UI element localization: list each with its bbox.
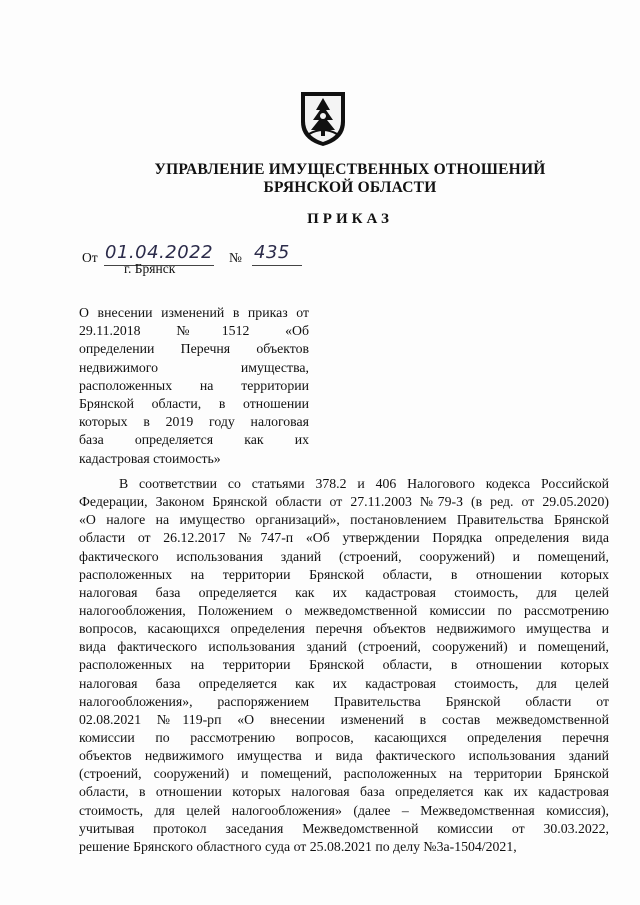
body-line: стоимость, для целей налогообложения» (далее – Межведомственная комиссия), (79, 802, 609, 818)
subject-line: Брянской области, в отношении (79, 395, 309, 411)
body-line: расположенных на территории Брянской области, в отношении которых (79, 657, 609, 673)
body-line: Федерации, Законом Брянской области от 27.11.2003 №79-З (в ред. от 29.05.2020) (79, 494, 609, 510)
handwritten-date: 01.04.2022 (105, 242, 214, 263)
body-line: области, в отношении которых налоговая база определяется как их кадастровая (79, 784, 609, 800)
subject-line: которых в 2019 году налоговая (79, 414, 309, 430)
organization-name-line1: УПРАВЛЕНИЕ ИМУЩЕСТВЕННЫХ ОТНОШЕНИЙ (154, 161, 546, 178)
body-line: В соответствии со статьями 378.2 и 406 Налогового кодекса Российской (119, 476, 609, 491)
body-line: области от 26.12.2017 №747-п «Об утверждении Порядка определения вида (79, 530, 609, 546)
date-prefix: От (82, 250, 98, 265)
organization-name-line2: БРЯНСКОЙ ОБЛАСТИ (263, 179, 437, 196)
body-line: (строений, сооружений) и помещений, расположенных на территории Брянской (79, 766, 609, 782)
body-line: налогообложения, Положением о межведомственной комиссии по рассмотрению (79, 602, 609, 618)
coat-of-arms-icon (297, 88, 349, 148)
body-line: учитывая протокол заседания Межведомственной комиссии от 30.03.2022, (79, 820, 609, 836)
body-line: «О налоге на имущество организаций», постановлением Правительства Брянской (79, 512, 609, 528)
subject-line: О внесении изменений в приказ от (79, 305, 309, 320)
body-line: налогообложения», распоряжением Правительства Брянской области от (79, 693, 609, 709)
body-line: налоговая база определяется как их кадастровая стоимость, для целей (79, 584, 609, 600)
number-underline (252, 265, 302, 266)
body-line: 02.08.2021 №119-рп «О внесении изменений в состав межведомственной (79, 711, 609, 727)
subject-line: расположенных на территории (79, 377, 309, 393)
subject-line: определении Перечня объектов (79, 341, 309, 357)
body-line: решение Брянского областного суда от 25.08.2021 по делу №3а-1504/2021, (79, 838, 517, 854)
body-line: вида фактического использования зданий (строений, сооружений) и помещений, (79, 639, 609, 655)
handwritten-number: 435 (254, 242, 290, 263)
subject-line: 29.11.2018 №1512 «Об (79, 323, 309, 339)
subject-line: кадастровая стоимость» (79, 450, 221, 466)
order-body (79, 475, 609, 856)
document-type-title: ПРИКАЗ (307, 211, 393, 227)
body-line: комиссии по рассмотрению вопросов, касающихся определения перечня (79, 729, 609, 745)
number-prefix: № (229, 250, 242, 265)
body-line: вопросов, касающихся определения перечня объектов недвижимого имущества и (79, 621, 609, 637)
body-line: фактического использования зданий (строений, сооружений) и помещений, (79, 548, 609, 564)
subject-line: база определяется как их (79, 432, 309, 448)
subject-line: недвижимого имущества, (79, 359, 309, 375)
body-line: объектов недвижимого имущества и вида фактического использования зданий (79, 748, 609, 764)
body-line: расположенных на территории Брянской области, в отношении которых (79, 566, 609, 582)
body-line: налоговая база определяется как их кадастровая стоимость, для целей (79, 675, 609, 691)
city-label: г. Брянск (124, 261, 176, 276)
order-subject (79, 304, 309, 468)
